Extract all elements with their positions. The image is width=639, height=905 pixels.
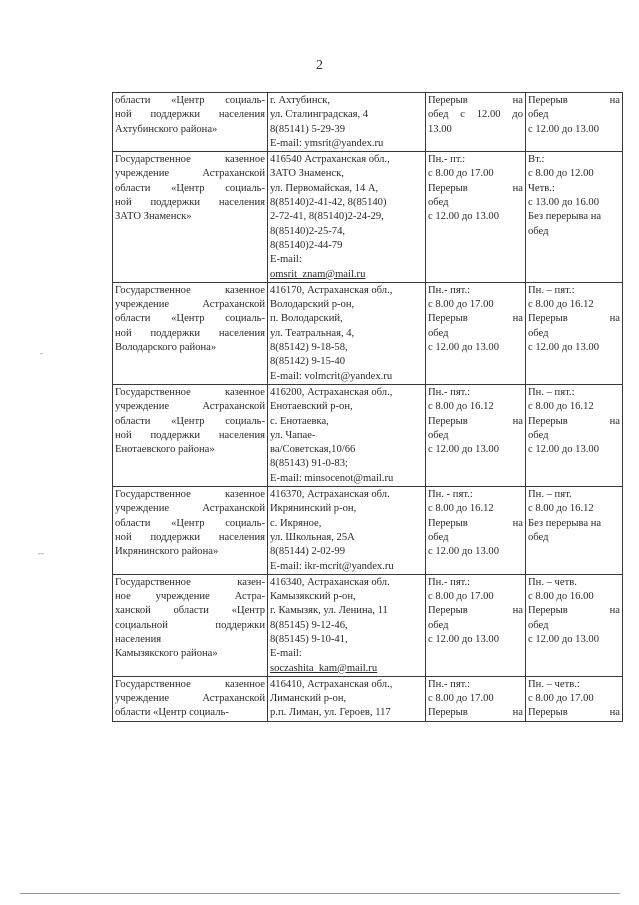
reception-hours-line: Перерыв на	[528, 415, 620, 427]
reception-hours-line: Перерыв на	[528, 605, 620, 617]
address-line: E-mail: minsocenot@mail.ru	[270, 472, 394, 484]
reception-hours-line: с 8.00 до 17.00	[528, 693, 594, 705]
organization-line: Икрянинского района»	[115, 546, 219, 558]
reception-hours-cell	[526, 93, 623, 152]
organization-line: населения	[115, 633, 162, 645]
address-line: 416540 Астраханская обл.,	[270, 154, 390, 166]
reception-hours-line: с 8.00 до 16.12	[528, 401, 594, 413]
address-line: 8(85142) 9-18-58,	[270, 342, 348, 354]
reception-hours-line: с 8.00 до 12.00	[528, 168, 594, 180]
working-hours-line: Перерыв на	[428, 605, 523, 617]
organization-line: Володарского района»	[115, 342, 217, 354]
reception-hours-line: Без перерыва на	[528, 211, 602, 223]
working-hours-line: Перерыв на	[428, 313, 523, 325]
organization-line: области «Центр социаль-	[115, 95, 265, 106]
address-line: E-mail: ymsrit@yandex.ru	[270, 137, 384, 149]
organization-line: ханской области «Центр	[115, 605, 265, 617]
working-hours-line: Пн. - пят.:	[428, 489, 473, 501]
address-line: 416370, Астраханская обл.	[270, 489, 390, 501]
address-line: 8(85145) 9-10-41,	[270, 633, 348, 645]
working-hours-line: обед с 12.00 до	[428, 109, 523, 121]
working-hours-line: Пн.- пят.:	[428, 678, 471, 690]
reception-hours-line: с 12.00 до 13.00	[528, 633, 600, 645]
organization-line: ное учреждение Астра-	[115, 591, 265, 603]
reception-hours-line: обед	[528, 531, 549, 543]
reception-hours-cell	[526, 676, 623, 721]
working-hours-line: с 8.00 до 17.00	[428, 168, 494, 180]
working-hours-line: Перерыв на	[428, 707, 523, 719]
page-number: 2	[316, 58, 323, 73]
reception-hours-line: с 8.00 до 16.12	[528, 299, 594, 311]
address-line: ЗАТО Знаменск,	[270, 168, 344, 180]
working-hours-cell	[426, 487, 526, 575]
organization-cell	[113, 282, 268, 384]
address-line: ул. Школьная, 25А	[270, 531, 355, 543]
address-line: Камызякский р-он,	[270, 591, 356, 603]
reception-hours-cell	[526, 574, 623, 676]
working-hours-line: Пн.- пят.:	[428, 576, 471, 588]
reception-hours-line: с 12.00 до 13.00	[528, 342, 600, 354]
organization-line: области «Центр социаль-	[115, 313, 265, 325]
organization-line: ной поддержки населения	[115, 197, 265, 209]
address-cell	[268, 676, 426, 721]
institutions-table	[112, 92, 623, 722]
address-line: E-mail:	[270, 254, 302, 266]
reception-hours-line: Пн. – пят.	[528, 489, 572, 501]
address-line: E-mail:	[270, 648, 302, 660]
address-line: 2-72-41, 8(85140)2-24-29,	[270, 211, 384, 223]
working-hours-cell	[426, 676, 526, 721]
organization-line: учреждение Астраханской	[115, 401, 265, 413]
address-line: E-mail: volmcrit@yandex.ru	[270, 370, 393, 382]
organization-line: области «Центр социаль-	[115, 415, 265, 427]
address-line: 416170, Астраханская обл.,	[270, 284, 393, 296]
working-hours-line: с 12.00 до 13.00	[428, 444, 500, 456]
reception-hours-line: с 8.00 до 16.00	[528, 591, 594, 603]
reception-hours-line: Перерыв на	[528, 95, 620, 106]
address-line: 8(85144) 2-02-99	[270, 546, 346, 558]
working-hours-line: с 8.00 до 17.00	[428, 693, 494, 705]
page-bottom-edge	[20, 893, 620, 894]
working-hours-line: с 12.00 до 13.00	[428, 342, 500, 354]
organization-line: ной поддержки населения	[115, 429, 265, 441]
organization-line: Государственное казенное	[115, 154, 265, 166]
address-cell	[268, 487, 426, 575]
organization-line: учреждение Астраханской	[115, 168, 265, 180]
address-line: 8(85140)2-25-74,	[270, 225, 346, 237]
address-cell	[268, 282, 426, 384]
reception-hours-line: Перерыв на	[528, 313, 620, 325]
address-line: 416340, Астраханская обл.	[270, 576, 390, 588]
working-hours-line: Пн.- пят.:	[428, 284, 471, 296]
address-line: с. Енотаевка,	[270, 415, 329, 427]
organization-cell	[113, 574, 268, 676]
organization-line: Государственное казенное	[115, 284, 265, 296]
working-hours-cell	[426, 384, 526, 486]
address-line: ул. Первомайская, 14 А,	[270, 182, 379, 194]
reception-hours-cell	[526, 384, 623, 486]
organization-line: Ахтубинского района»	[115, 123, 218, 135]
organization-line: Государственное казенное	[115, 678, 265, 690]
address-line: omsrit_znam@mail.ru	[270, 268, 366, 280]
reception-hours-line: Пн. – четв.:	[528, 678, 580, 690]
organization-line: учреждение Астраханской	[115, 503, 265, 515]
working-hours-line: с 8.00 до 16.12	[428, 401, 494, 413]
organization-line: Енотаевского района»	[115, 444, 215, 456]
organization-cell	[113, 487, 268, 575]
organization-line: области «Центр социаль-	[115, 517, 265, 529]
reception-hours-line: обед	[528, 327, 549, 339]
organization-line: Камызякского района»	[115, 648, 218, 660]
table-row	[113, 282, 623, 384]
reception-hours-line: Пн. – четв.	[528, 576, 577, 588]
reception-hours-line: Перерыв на	[528, 707, 620, 719]
reception-hours-line: Без перерыва на	[528, 517, 602, 529]
reception-hours-line: обед	[528, 619, 549, 631]
organization-cell	[113, 152, 268, 283]
reception-hours-line: Вт.:	[528, 154, 545, 166]
reception-hours-line: обед	[528, 225, 549, 237]
address-line: Икрянинский р-он,	[270, 503, 357, 515]
margin-mark: -	[40, 348, 43, 358]
organization-line: ной поддержки населения	[115, 327, 265, 339]
reception-hours-line: с 13.00 до 16.00	[528, 197, 600, 209]
working-hours-line: обед	[428, 619, 449, 631]
address-line: г. Ахтубинск,	[270, 95, 331, 106]
address-line: 8(85143) 91-0-83;	[270, 458, 348, 470]
address-line: 8(85142) 9-15-40	[270, 356, 346, 368]
address-line: ул. Чапае-	[270, 429, 316, 441]
table-row	[113, 384, 623, 486]
reception-hours-line: с 12.00 до 13.00	[528, 123, 600, 135]
reception-hours-cell	[526, 282, 623, 384]
working-hours-line: Перерыв на	[428, 182, 523, 194]
address-cell	[268, 574, 426, 676]
working-hours-line: Перерыв на	[428, 517, 523, 529]
table-row	[113, 574, 623, 676]
working-hours-line: 13.00	[428, 123, 452, 135]
reception-hours-line: Четв.:	[528, 182, 555, 194]
reception-hours-cell	[526, 487, 623, 575]
working-hours-line: обед	[428, 531, 449, 543]
organization-cell	[113, 384, 268, 486]
organization-line: Государственное казен-	[115, 576, 265, 588]
working-hours-line: Пн.- пт.:	[428, 154, 466, 166]
working-hours-line: с 12.00 до 13.00	[428, 633, 500, 645]
organization-line: области «Центр социаль-	[115, 707, 229, 719]
address-line: г. Камызяк, ул. Ленина, 11	[270, 605, 388, 617]
table-row	[113, 93, 623, 152]
address-line: ва/Советская,10/66	[270, 444, 356, 456]
address-line: р.п. Лиман, ул. Героев, 117	[270, 707, 391, 719]
address-cell	[268, 93, 426, 152]
table-row	[113, 487, 623, 575]
working-hours-cell	[426, 574, 526, 676]
organization-line: ной поддержки населения	[115, 109, 265, 121]
organization-line: Государственное казенное	[115, 489, 265, 501]
organization-line: учреждение Астраханской	[115, 299, 265, 311]
working-hours-line: Перерыв на	[428, 415, 523, 427]
address-line: 8(85140)2-41-42, 8(85140)	[270, 197, 387, 209]
table-row	[113, 676, 623, 721]
address-line: ул. Сталинградская, 4	[270, 109, 369, 121]
working-hours-cell	[426, 93, 526, 152]
reception-hours-cell	[526, 152, 623, 283]
address-line: Енотаевский р-он,	[270, 401, 353, 413]
working-hours-cell	[426, 282, 526, 384]
working-hours-cell	[426, 152, 526, 283]
working-hours-line: с 12.00 до 13.00	[428, 211, 500, 223]
address-line: ул. Театральная, 4,	[270, 327, 355, 339]
address-line: 8(85140)2-44-79	[270, 239, 343, 251]
reception-hours-line: обед	[528, 429, 549, 441]
reception-hours-line: обед	[528, 109, 549, 121]
working-hours-line: обед	[428, 197, 449, 209]
address-line: soczashita_kam@mail.ru	[270, 662, 378, 674]
organization-line: учреждение Астраханской	[115, 693, 265, 705]
address-line: Володарский р-он,	[270, 299, 355, 311]
table-row	[113, 152, 623, 283]
organization-line: ЗАТО Знаменск»	[115, 211, 192, 223]
reception-hours-line: Пн. – пят.:	[528, 284, 575, 296]
address-line: с. Икряное,	[270, 517, 322, 529]
reception-hours-line: с 12.00 до 13.00	[528, 444, 600, 456]
margin-mark: --	[38, 548, 44, 558]
address-line: 416410, Астраханская обл.,	[270, 678, 393, 690]
working-hours-line: Пн.- пят.:	[428, 386, 471, 398]
reception-hours-line: Пн. – пят.:	[528, 386, 575, 398]
working-hours-line: с 8.00 до 16.12	[428, 503, 494, 515]
address-line: п. Володарский,	[270, 313, 343, 325]
reception-hours-line: с 8.00 до 16.12	[528, 503, 594, 515]
organization-line: Государственное казенное	[115, 386, 265, 398]
address-cell	[268, 384, 426, 486]
working-hours-line: Перерыв на	[428, 95, 523, 106]
address-line: E-mail: ikr-mcrit@yandex.ru	[270, 560, 394, 572]
organization-cell	[113, 676, 268, 721]
working-hours-line: с 8.00 до 17.00	[428, 299, 494, 311]
address-cell	[268, 152, 426, 283]
address-line: 416200, Астраханская обл.,	[270, 386, 393, 398]
working-hours-line: с 8.00 до 17.00	[428, 591, 494, 603]
organization-line: ной поддержки населения	[115, 531, 265, 543]
address-line: 8(85141) 5-29-39	[270, 123, 346, 135]
organization-cell	[113, 93, 268, 152]
address-line: 8(85145) 9-12-46,	[270, 619, 348, 631]
working-hours-line: обед	[428, 327, 449, 339]
organization-line: социальной поддержки	[115, 619, 265, 631]
working-hours-line: с 12.00 до 13.00	[428, 546, 500, 558]
organization-line: области «Центр социаль-	[115, 182, 265, 194]
address-line: Лиманский р-он,	[270, 693, 347, 705]
working-hours-line: обед	[428, 429, 449, 441]
